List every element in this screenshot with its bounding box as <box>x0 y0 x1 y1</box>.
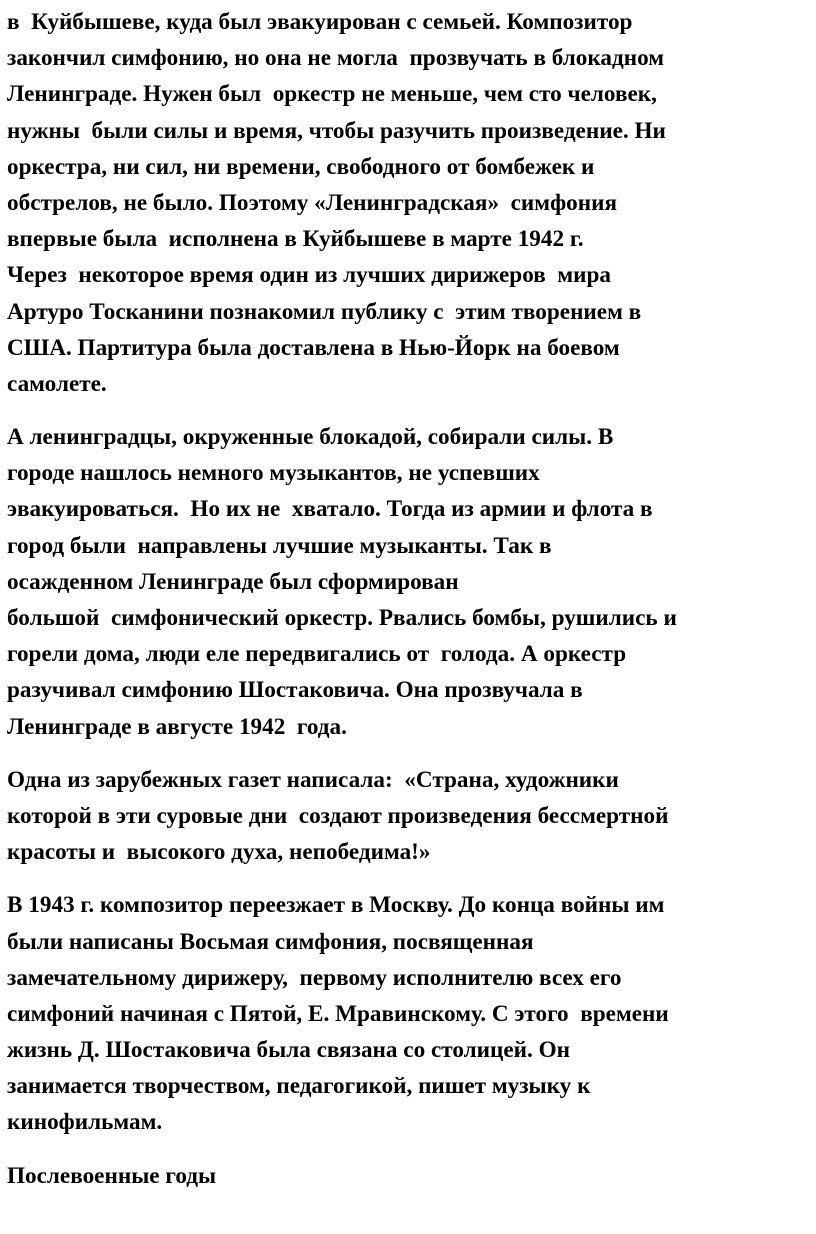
text-line: Через некоторое время один из лучших дирижеров мира <box>7 262 611 289</box>
text-line: закончил симфонию, но она не могла прозвучать в блокадном <box>7 45 665 72</box>
text-line: большой симфонический оркестр. Рвались бомбы, рушились и <box>7 605 677 631</box>
text-line: кинофильмам. <box>7 1109 163 1136</box>
section-heading-postwar <box>0 1158 816 1194</box>
text-line: В 1943 г. композитор переезжает в Москву. До конца войны им <box>7 892 665 919</box>
section-heading: Послевоенные годы <box>7 1162 217 1189</box>
text-line: обстрелов, не было. Поэтому «Ленинградская» симфония <box>7 189 617 216</box>
text-line: Ленинграде в августе 1942 года. <box>7 713 347 740</box>
text-line: США. Партитура была доставлена в Нью-Йорк на боевом <box>7 334 620 361</box>
text-line: Артуро Тосканини познакомил публику с этим творением в <box>7 298 642 325</box>
text-line: нужны были силы и время, чтобы разучить произведение. Ни <box>7 117 666 144</box>
paragraph-evacuation <box>0 4 816 402</box>
text-line: в Куйбышеве, куда был эвакуирован с семьей. Композитор <box>7 9 633 35</box>
text-line: были написаны Восьмая симфония, посвященная <box>7 928 534 955</box>
text-line: разучивал симфонию Шостаковича. Она прозвучала в <box>7 677 583 704</box>
text-line: симфоний начиная с Пятой, Е. Мравинскому. С этого времени <box>7 1000 669 1027</box>
text-line: Одна из зарубежных газет написала: «Страна, художники <box>7 766 619 793</box>
paragraph-leningrad-orchestra <box>0 419 816 745</box>
text-line: городе нашлось немного музыкантов, не успевших <box>7 460 540 487</box>
text-line: эвакуироваться. Но их не хватало. Тогда из армии и флота в <box>7 496 653 523</box>
text-line: горели дома, люди еле передвигались от голода. А оркестр <box>7 641 627 668</box>
text-line: оркестра, ни сил, ни времени, свободного от бомбежек и <box>7 153 595 180</box>
paragraph-newspaper-quote <box>0 762 816 871</box>
text-line: город были направлены лучшие музыканты. Так в <box>7 532 552 559</box>
text-line: красоты и высокого духа, непобедима!» <box>7 839 431 866</box>
paragraph-moscow-move <box>0 887 816 1140</box>
text-line: А ленинградцы, окруженные блокадой, собирали силы. В <box>7 424 614 451</box>
text-line: Ленинграде. Нужен был оркестр не меньше, чем сто человек, <box>7 81 657 108</box>
text-line: самолете. <box>7 370 107 397</box>
text-line: осажденном Ленинграде был сформирован <box>7 568 459 595</box>
text-line: впервые была исполнена в Куйбышеве в марте 1942 г. <box>7 226 584 253</box>
text-line: замечательному дирижеру, первому исполнителю всех его <box>7 964 622 991</box>
text-line: которой в эти суровые дни создают произведения бессмертной <box>7 802 669 829</box>
text-line: жизнь Д. Шостаковича была связана со столицей. Он <box>7 1037 571 1064</box>
text-line: занимается творчеством, педагогикой, пишет музыку к <box>7 1073 591 1100</box>
